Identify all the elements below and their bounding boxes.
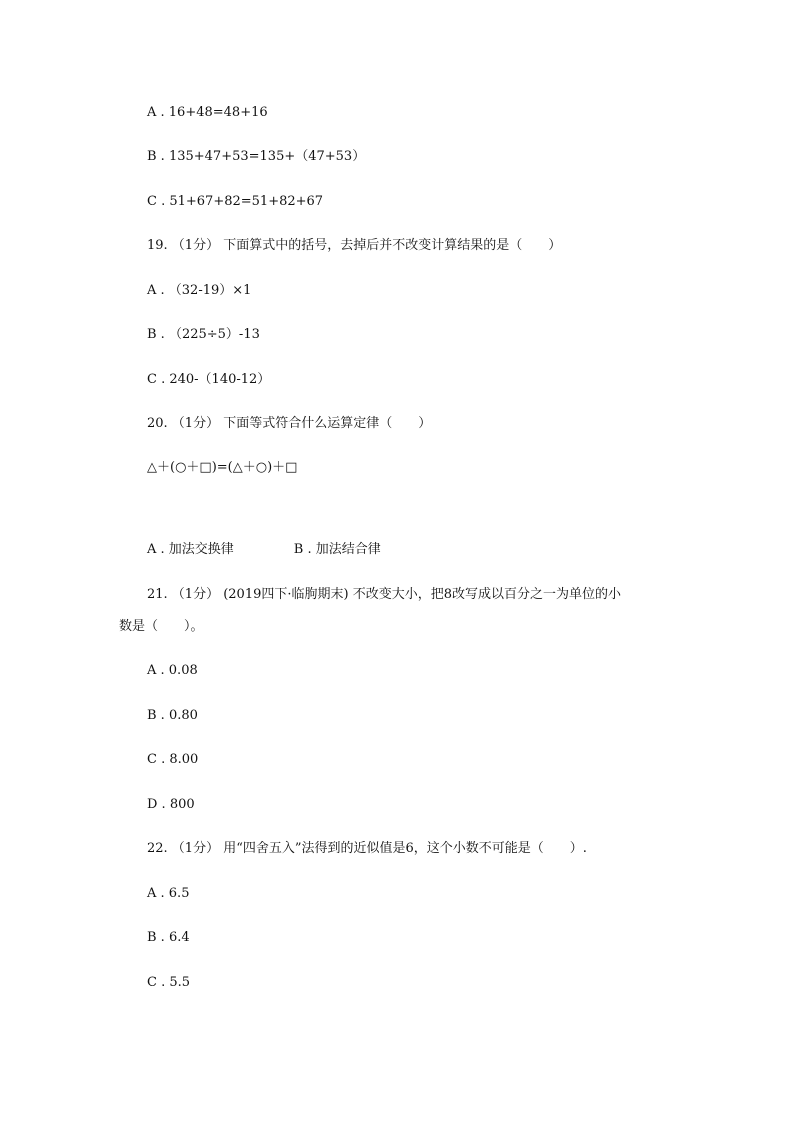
q21-option-c: C . 8.00 — [147, 752, 199, 767]
q20-stem: 20. （1分） 下面等式符合什么运算定律（ ） — [147, 416, 432, 431]
q20-options-row — [147, 541, 381, 559]
q18-option-c: C . 51+67+82=51+82+67 — [147, 194, 324, 209]
q20-option-b: B . 加法结合律 — [293, 542, 381, 557]
q21-option-a: A . 0.08 — [147, 663, 198, 678]
q19-stem: 19. （1分） 下面算式中的括号，去掉后并不改变计算结果的是（ ） — [147, 238, 562, 253]
q18-option-b: B . 135+47+53=135+（47+53） — [147, 149, 366, 164]
q18-option-a: A . 16+48=48+16 — [147, 105, 268, 120]
q19-option-a: A . （32-19）×1 — [147, 283, 252, 298]
q20-option-a: A . 加法交换律 — [147, 542, 234, 557]
q21-stem-line1: 21. （1分） (2019四下·临朐期末) 不改变大小，把8改写成以百分之一为单位的小 — [147, 587, 621, 602]
q22-option-a: A . 6.5 — [147, 886, 190, 901]
q19-option-c: C . 240-（140-12） — [147, 372, 271, 387]
q22-option-c: C . 5.5 — [147, 975, 191, 990]
q19-option-b: B . （225÷5）-13 — [147, 327, 260, 342]
q21-option-d: D . 800 — [147, 797, 195, 812]
q22-stem: 22. （1分） 用“四舍五入”法得到的近似值是6，这个小数不可能是（ ）. — [147, 841, 587, 856]
q21-stem-line2: 数是（ ）。 — [119, 619, 204, 634]
q22-option-b: B . 6.4 — [147, 930, 190, 945]
q21-option-b: B . 0.80 — [147, 708, 198, 723]
q20-formula: △＋(○＋□)=(△＋○)＋□ — [147, 460, 298, 475]
